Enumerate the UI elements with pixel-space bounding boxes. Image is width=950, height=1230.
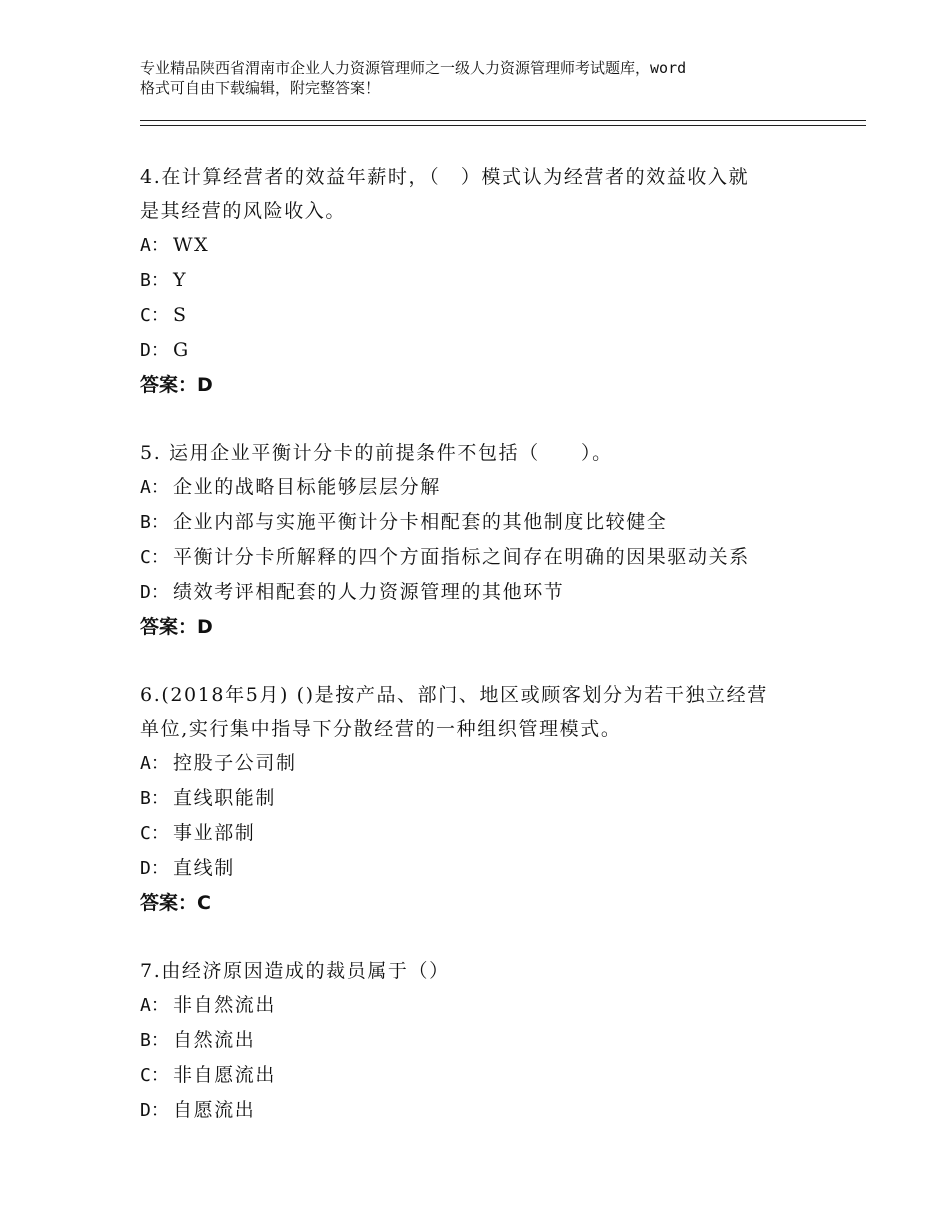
- question-stem-line: 单位,实行集中指导下分散经营的一种组织管理模式。: [140, 718, 622, 740]
- question-stem: [140, 160, 840, 228]
- question-list: [140, 160, 840, 1128]
- option-a: [140, 988, 840, 1023]
- question-stem: [140, 678, 840, 746]
- question-stem-line: 是其经营的风险收入。: [140, 200, 347, 222]
- option-key: C：: [140, 1065, 169, 1086]
- question-stem: [140, 436, 840, 470]
- option-text: 直线职能制: [173, 787, 277, 809]
- header-divider-bottom: [140, 125, 866, 126]
- option-text: 直线制: [173, 857, 235, 879]
- option-key: D：: [140, 858, 169, 879]
- option-text: 非自愿流出: [173, 1064, 277, 1086]
- header-line-2: 格式可自由下载编辑，附完整答案！: [140, 79, 381, 97]
- option-key: C：: [140, 547, 169, 568]
- option-text: 非自然流出: [173, 994, 277, 1016]
- option-c: [140, 1058, 840, 1093]
- document-header: [140, 58, 840, 98]
- option-text: 控股子公司制: [173, 752, 297, 774]
- option-b: [140, 1023, 840, 1058]
- option-text: S: [173, 304, 188, 326]
- answer-label: 答案：C: [140, 892, 211, 914]
- option-text: 企业的战略目标能够层层分解: [173, 476, 441, 498]
- answer-label: 答案：D: [140, 374, 213, 396]
- question-stem: [140, 954, 840, 988]
- option-key: B：: [140, 1030, 169, 1051]
- option-key: C：: [140, 823, 169, 844]
- question-7: [140, 954, 840, 1128]
- option-key: A：: [140, 235, 169, 256]
- option-d: [140, 333, 840, 368]
- option-c: [140, 540, 840, 575]
- option-text: 绩效考评相配套的人力资源管理的其他环节: [173, 581, 565, 603]
- answer-label: 答案：D: [140, 616, 213, 638]
- option-text: 自愿流出: [173, 1099, 256, 1121]
- question-4: [140, 160, 840, 402]
- option-key: D：: [140, 1100, 169, 1121]
- option-a: [140, 228, 840, 263]
- question-5: [140, 436, 840, 644]
- question-6: [140, 678, 840, 920]
- option-c: [140, 816, 840, 851]
- option-d: [140, 1093, 840, 1128]
- option-c: [140, 298, 840, 333]
- option-key: C：: [140, 305, 169, 326]
- option-text: 自然流出: [173, 1029, 256, 1051]
- option-key: A：: [140, 995, 169, 1016]
- option-key: D：: [140, 582, 169, 603]
- option-key: A：: [140, 753, 169, 774]
- option-b: [140, 263, 840, 298]
- option-key: B：: [140, 270, 169, 291]
- option-text: 事业部制: [173, 822, 256, 844]
- option-text: 平衡计分卡所解释的四个方面指标之间存在明确的因果驱动关系: [173, 546, 750, 568]
- option-key: B：: [140, 512, 169, 533]
- option-a: [140, 746, 840, 781]
- header-line-1: 专业精品陕西省渭南市企业人力资源管理师之一级人力资源管理师考试题库，word: [140, 59, 687, 77]
- option-text: G: [173, 339, 190, 361]
- question-stem-line: 6.(2018年5月) ()是按产品、部门、地区或顾客划分为若干独立经营: [140, 684, 768, 706]
- option-text: Y: [173, 269, 188, 291]
- option-key: B：: [140, 788, 169, 809]
- option-b: [140, 505, 840, 540]
- header-divider-top: [140, 120, 866, 121]
- option-text: 企业内部与实施平衡计分卡相配套的其他制度比较健全: [173, 511, 668, 533]
- question-spacer: [140, 402, 840, 436]
- option-text: WX: [173, 234, 210, 256]
- option-a: [140, 470, 840, 505]
- question-spacer: [140, 920, 840, 954]
- question-stem-line: 7.由经济原因造成的裁员属于（）: [140, 960, 450, 982]
- option-d: [140, 575, 840, 610]
- option-b: [140, 781, 840, 816]
- option-key: D：: [140, 340, 169, 361]
- question-stem-line: 4.在计算经营者的效益年薪时，（ ）模式认为经营者的效益收入就: [140, 166, 750, 188]
- option-key: A：: [140, 477, 169, 498]
- option-d: [140, 851, 840, 886]
- question-spacer: [140, 644, 840, 678]
- question-stem-line: 5. 运用企业平衡计分卡的前提条件不包括（ ）。: [140, 442, 613, 464]
